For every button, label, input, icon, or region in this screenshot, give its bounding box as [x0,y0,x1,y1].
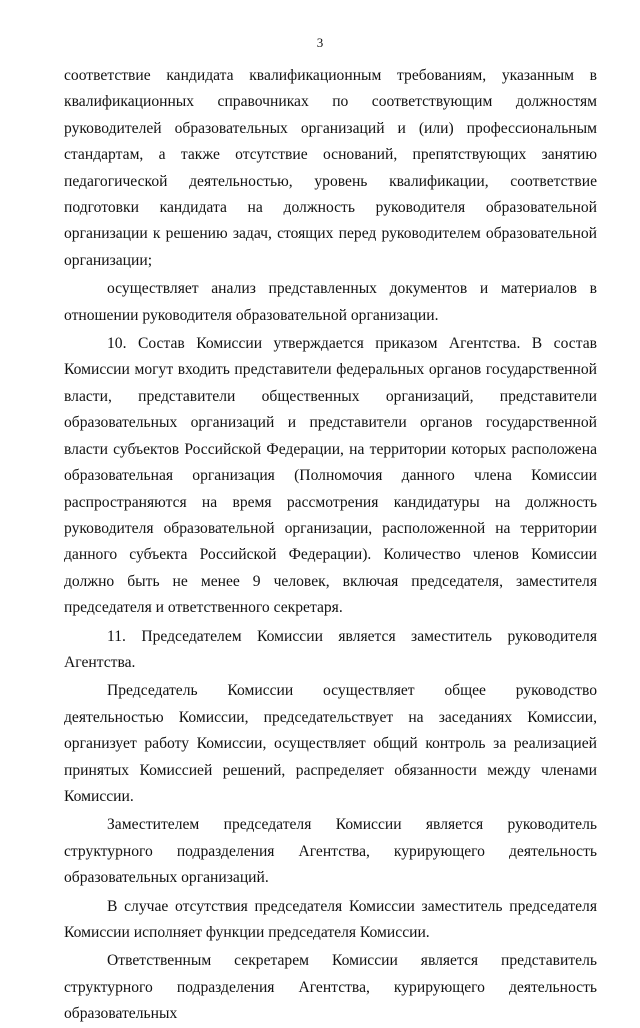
paragraph-10: 10. Состав Комиссии утверждается приказом Агентства. В состав Комиссии могут входить представители федеральных органов государственной власти, представители общественных организаций, представители образовательных организаций и представители органов государственной власти субъектов Российской Федерации, на территории которых расположена образовательная организация (Полномочия данного члена Комиссии распространяются на время рассмотрения кандидатуры на должность руководителя образовательной организации, расположенной на территории данного субъекта Российской Федерации). Количество членов Комиссии должно быть не менее 9 человек, включая председателя, заместителя председателя и ответственного секретаря. [64,335,597,617]
paragraph-analysis: осуществляет анализ представленных документов и материалов в отношении руководителя образовательной организации. [64,280,597,324]
paragraph-chair-absence: В случае отсутствия председателя Комиссии заместитель председателя Комиссии исполняет функции председателя Комиссии. [64,897,597,941]
page-number: 3 [316,35,324,50]
paragraph-secretary: Ответственным секретарем Комиссии является представитель структурного подразделения Агентства, курирующего деятельность образовательных [64,952,597,1023]
paragraph-chair-duties: Председатель Комиссии осуществляет общее руководство деятельностью Комиссии, председательствует на заседаниях Комиссии, организует работу Комиссии, осуществляет общий контроль за реализацией принятых Комиссией решений, распределяет обязанности между членами Комиссии. [64,682,597,805]
document-body [64,63,597,1028]
paragraph-11: 11. Председателем Комиссии является заместитель руководителя Агентства. [64,627,597,671]
paragraph-continuation: соответствие кандидата квалификационным требованиям, указанным в квалификационных справочниках по соответствующим должностям руководителей образовательных организаций и (или) профессиональным стандартам, а также отсутствие оснований, препятствующих занятию педагогической деятельностью, уровень квалификации, соответствие подготовки кандидата на должность руководителя образовательной организации к решению задач, стоящих перед руководителем образовательной организации; [64,67,597,269]
paragraph-deputy-chair: Заместителем председателя Комиссии является руководитель структурного подразделения Агентства, курирующего деятельность образовательных организаций. [64,816,597,887]
